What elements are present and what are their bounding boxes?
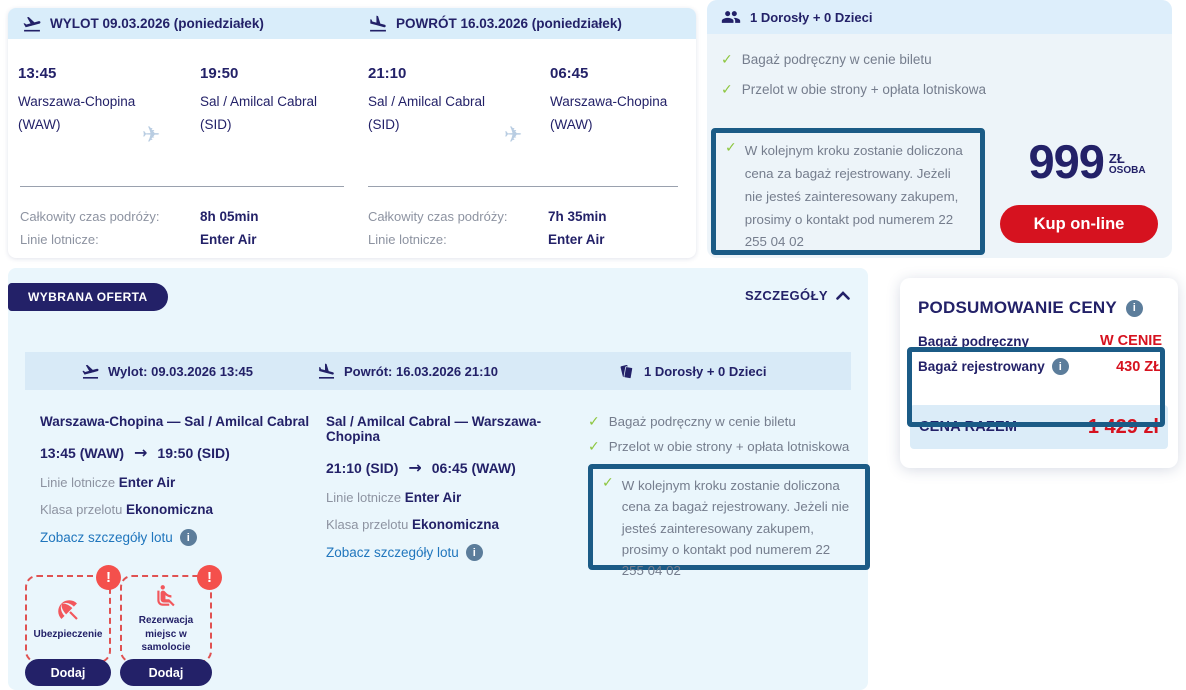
airline-label: Linie lotnicze: bbox=[368, 232, 447, 247]
leg-airline-value: Enter Air bbox=[404, 490, 462, 505]
plane-takeoff-icon bbox=[81, 362, 100, 381]
check-icon: ✓ bbox=[588, 439, 600, 455]
buy-online-button[interactable]: Kup on-line bbox=[1000, 205, 1158, 243]
seat-icon bbox=[153, 583, 179, 609]
plane-takeoff-icon bbox=[22, 14, 42, 34]
check-icon: ✓ bbox=[602, 475, 614, 491]
duration-label: Całkowity czas podróży: bbox=[368, 209, 508, 224]
price-block bbox=[1007, 135, 1167, 188]
leg-times bbox=[40, 443, 322, 462]
price-summary-title bbox=[918, 298, 1143, 318]
alert-badge: ! bbox=[197, 565, 222, 590]
feature-text: Przelot w obie strony + opłata lotniskowa bbox=[608, 439, 850, 454]
leg-route: Sal / Amilcal Cabral — Warszawa-Chopina bbox=[326, 414, 542, 444]
feature-item bbox=[721, 50, 1001, 71]
segment-meta bbox=[20, 209, 358, 255]
check-icon: ✓ bbox=[588, 414, 600, 430]
price-currency: ZŁ bbox=[1108, 151, 1125, 166]
departure-code: (SID) bbox=[368, 116, 400, 132]
leg-airline-value: Enter Air bbox=[118, 475, 176, 490]
divider bbox=[20, 186, 344, 187]
departure-city: Sal / Amilcal Cabral bbox=[368, 94, 486, 109]
baggage-notice-text: W kolejnym kroku zostanie doliczona cena za bagaż rejestrowany. Jeżeli nie jesteś zainteresowany zakupem, prosimy o kontakt pod numerem 22 255 04 02 bbox=[744, 143, 963, 250]
price-summary-title-text: PODSUMOWANIE CENY bbox=[918, 298, 1117, 317]
leg-class-value: Ekonomiczna bbox=[126, 502, 214, 517]
leg-from: 21:10 (SID) bbox=[326, 459, 399, 476]
selected-offer-panel bbox=[8, 268, 868, 690]
arrival-endpoint bbox=[550, 65, 718, 137]
check-icon: ✓ bbox=[721, 82, 733, 98]
arrow-right-icon: → bbox=[408, 458, 422, 477]
departure-endpoint bbox=[18, 65, 186, 137]
arrival-endpoint bbox=[200, 65, 368, 137]
outbound-header bbox=[22, 8, 264, 39]
add-seat-button[interactable]: Dodaj bbox=[120, 659, 212, 686]
baggage-notice-text: W kolejnym kroku zostanie doliczona cena za bagaż rejestrowany. Jeżeli nie jesteś zainteresowany zakupem, prosimy o kontakt pod numerem 22 255 04 02 bbox=[621, 478, 850, 579]
leg-to: 06:45 (WAW) bbox=[431, 459, 516, 476]
arrival-code: (SID) bbox=[200, 116, 232, 132]
return-header-label: POWRÓT 16.03.2026 (poniedziałek) bbox=[396, 16, 622, 31]
flight-details-link-label: Zobacz szczegóły lotu bbox=[326, 545, 459, 560]
departure-time: 13:45 bbox=[18, 65, 57, 82]
departure-code: (WAW) bbox=[18, 116, 61, 132]
bar-return bbox=[317, 352, 498, 390]
info-icon[interactable]: i bbox=[1126, 300, 1143, 317]
check-icon: ✓ bbox=[725, 140, 737, 156]
arrival-city: Warszawa-Chopina bbox=[550, 94, 668, 109]
duration-label: Całkowity czas podróży: bbox=[20, 209, 160, 224]
flight-details-link[interactable] bbox=[40, 529, 322, 546]
feature-item bbox=[588, 439, 880, 455]
leg-class-value: Ekonomiczna bbox=[412, 517, 500, 532]
info-icon[interactable]: i bbox=[1052, 358, 1069, 375]
leg-route: Warszawa-Chopina — Sal / Amilcal Cabral bbox=[40, 414, 310, 429]
price-row-label: Bagaż rejestrowany bbox=[918, 359, 1045, 374]
outbound-segment bbox=[18, 39, 358, 258]
return-segment bbox=[366, 39, 692, 258]
price-per-person: OSOBA bbox=[1108, 164, 1146, 176]
arrival-time: 06:45 bbox=[550, 65, 589, 82]
leg-times bbox=[326, 458, 588, 477]
feature-text: Bagaż podręczny w cenie biletu bbox=[608, 414, 796, 429]
leg-airline-label: Linie lotnicze bbox=[40, 475, 116, 490]
divider bbox=[368, 186, 678, 187]
flight-details-link[interactable] bbox=[326, 544, 588, 561]
addon-label: Ubezpieczenie bbox=[33, 628, 103, 640]
addon-label: Rezerwacja miejsc w samolocie bbox=[138, 615, 194, 654]
segment-meta bbox=[368, 209, 692, 255]
offer-summary-panel bbox=[707, 0, 1172, 258]
passengers-count: 1 Dorosły + 0 Dzieci bbox=[750, 9, 873, 25]
total-price-band bbox=[910, 405, 1168, 449]
details-toggle-label: SZCZEGÓŁY bbox=[744, 288, 828, 303]
arrow-right-icon: → bbox=[134, 443, 148, 462]
outbound-header-label: WYLOT 09.03.2026 (poniedziałek) bbox=[50, 16, 264, 31]
selected-offer-badge: WYBRANA OFERTA bbox=[8, 283, 168, 311]
departure-city: Warszawa-Chopina bbox=[18, 94, 136, 109]
price-value: 999 bbox=[1028, 135, 1104, 188]
plane-landing-icon bbox=[317, 362, 336, 381]
price-row-label: Bagaż podręczny bbox=[918, 333, 1030, 349]
feature-item bbox=[721, 80, 1001, 101]
total-price-value: 1 429 zł bbox=[1087, 415, 1159, 438]
check-icon: ✓ bbox=[721, 52, 733, 68]
passengers-icon bbox=[721, 7, 741, 27]
price-row-value: 430 ZŁ bbox=[1116, 358, 1162, 375]
leg-from: 13:45 (WAW) bbox=[40, 444, 125, 461]
airline-label: Linie lotnicze: bbox=[20, 232, 99, 247]
addon-insurance[interactable] bbox=[25, 569, 111, 663]
flight-dates-header bbox=[8, 8, 696, 39]
return-leg-details bbox=[326, 414, 588, 561]
leg-airline-label: Linie lotnicze bbox=[326, 490, 402, 505]
info-icon[interactable]: i bbox=[180, 529, 197, 546]
details-features-column bbox=[588, 414, 880, 579]
feature-text: Bagaż podręczny w cenie biletu bbox=[741, 52, 932, 67]
plane-icon: ✈ bbox=[504, 123, 523, 148]
details-summary-bar bbox=[25, 352, 851, 390]
leg-to: 19:50 (SID) bbox=[157, 444, 230, 461]
price-row-value: W CENIE bbox=[1099, 333, 1162, 349]
umbrella-icon bbox=[55, 597, 81, 623]
passengers-band bbox=[707, 0, 1172, 34]
arrival-code: (WAW) bbox=[550, 116, 593, 132]
price-unit bbox=[1109, 152, 1146, 176]
details-toggle[interactable] bbox=[745, 288, 850, 303]
duration-value: 8h 05min bbox=[200, 209, 259, 224]
flight-details-link-label: Zobacz szczegóły lotu bbox=[40, 530, 173, 545]
baggage-notice-box bbox=[588, 464, 870, 579]
outbound-leg-details bbox=[40, 414, 322, 546]
bar-outbound bbox=[81, 352, 253, 390]
airline-value: Enter Air bbox=[548, 232, 605, 247]
price-row-hand-baggage bbox=[918, 333, 1162, 349]
add-insurance-button[interactable]: Dodaj bbox=[25, 659, 111, 686]
bar-return-text: Powrót: 16.03.2026 21:10 bbox=[344, 363, 498, 379]
baggage-notice-box bbox=[711, 128, 985, 255]
tickets-icon bbox=[617, 362, 636, 381]
bar-passengers bbox=[617, 352, 766, 390]
airline-value: Enter Air bbox=[200, 232, 257, 247]
flight-offer-card bbox=[8, 8, 696, 258]
feature-item bbox=[588, 414, 880, 430]
chevron-up-icon bbox=[836, 291, 850, 300]
price-row-checked-baggage bbox=[918, 358, 1162, 375]
leg-class-label: Klasa przelotu bbox=[326, 517, 409, 532]
arrival-city: Sal / Amilcal Cabral bbox=[200, 94, 318, 109]
bar-outbound-text: Wylot: 09.03.2026 13:45 bbox=[108, 363, 254, 379]
feature-text: Przelot w obie strony + opłata lotniskowa bbox=[741, 82, 986, 97]
duration-value: 7h 35min bbox=[548, 209, 607, 224]
price-summary-card bbox=[900, 278, 1178, 468]
return-header bbox=[368, 8, 622, 39]
addon-seat-reservation[interactable] bbox=[120, 569, 212, 663]
departure-time: 21:10 bbox=[368, 65, 407, 82]
info-icon[interactable]: i bbox=[466, 544, 483, 561]
arrival-time: 19:50 bbox=[200, 65, 239, 82]
leg-class-label: Klasa przelotu bbox=[40, 502, 123, 517]
plane-icon: ✈ bbox=[142, 123, 161, 148]
plane-landing-icon bbox=[368, 14, 388, 34]
total-price-label: CENA RAZEM bbox=[919, 419, 1018, 435]
alert-badge: ! bbox=[96, 565, 121, 590]
bar-passengers-text: 1 Dorosły + 0 Dzieci bbox=[644, 363, 767, 379]
